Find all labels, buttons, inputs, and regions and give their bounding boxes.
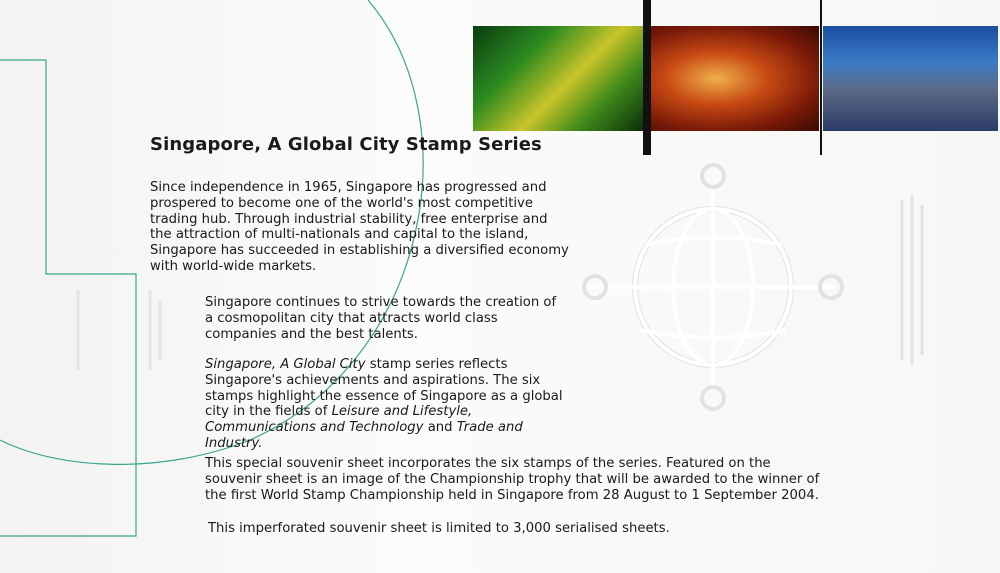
series-field-1: Leisure and Lifestyle, Communications and Technology xyxy=(205,404,473,436)
intro-paragraph: Since independence in 1965, Singapore has progressed and prospered to become one of the world's most competitive trading hub. Through industrial stability, free enterprise and the attraction of multi-nationals and capital to the island, Singapore has succeeded in establishing a diversified economy with world-wide markets. xyxy=(150,180,569,274)
photo-strip xyxy=(473,26,998,131)
container-port-photo xyxy=(823,26,998,131)
souvenir-sheet-paragraph: This special souvenir sheet incorporates the six stamps of the series. Featured on the souvenir sheet is an image of the Championship trophy that will be awarded to the winner of the first World Stamp Championship held in Singapore from 28 August to 1 September 2004. xyxy=(205,456,820,503)
black-divider-line xyxy=(820,0,822,155)
series-text-1: stamp series reflects Singapore's achievements and aspirations. The six stamps highlight the essence of Singapore as a global city in the fields of xyxy=(205,357,563,420)
series-paragraph xyxy=(205,357,565,452)
series-text-2: and xyxy=(423,420,457,436)
page-title: Singapore, A Global City Stamp Series xyxy=(150,134,542,155)
series-field-2: Trade and Industry. xyxy=(205,420,523,451)
limited-edition-paragraph: This imperforated souvenir sheet is limited to 3,000 serialised sheets. xyxy=(208,521,670,536)
embossed-globe-emblem xyxy=(584,165,842,409)
circuit-board-photo xyxy=(473,26,644,131)
violin-photo xyxy=(648,26,819,131)
series-name: Singapore, A Global City xyxy=(205,357,366,372)
black-divider-bar xyxy=(643,0,651,155)
cosmopolitan-paragraph: Singapore continues to strive towards the creation of a cosmopolitan city that attracts world class companies and the best talents. xyxy=(205,295,557,342)
